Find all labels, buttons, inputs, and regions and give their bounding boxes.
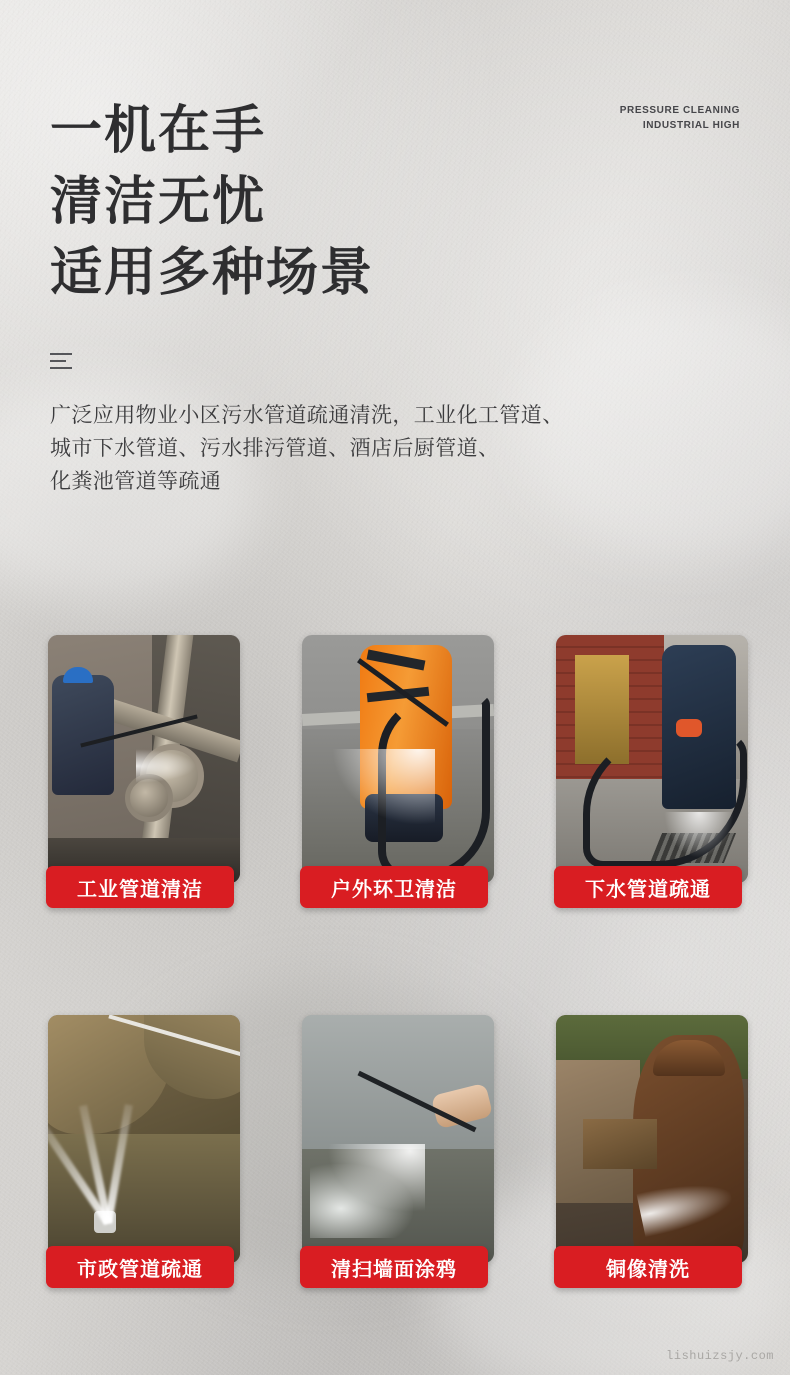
hamburger-bar-2 (50, 360, 66, 362)
hamburger-icon (50, 353, 72, 369)
photo-engraved-plaque (583, 1119, 657, 1169)
gallery-card (556, 635, 748, 900)
bronze-statue-cleaning-photo (556, 1015, 748, 1263)
sewer-pipe-dredging-photo (556, 635, 748, 883)
title-line-3: 适用多种场景 (50, 244, 375, 302)
gallery-card (302, 1015, 494, 1280)
gallery-card (302, 635, 494, 900)
gallery-card (556, 1015, 748, 1280)
eyebrow-line-2: INDUSTRIAL HIGH (642, 120, 740, 131)
description-line-3: 化粪池管道等疏通 (50, 470, 222, 493)
gallery-caption: 工业管道清洁 (46, 866, 234, 908)
gallery-caption: 市政管道疏通 (46, 1246, 234, 1288)
gallery-caption: 清扫墙面涂鸦 (300, 1246, 488, 1288)
photo-water-spray (136, 749, 196, 783)
gallery-card (48, 635, 240, 900)
title-line-1: 一机在手 (50, 102, 267, 160)
photo-water-surface (48, 1134, 240, 1263)
description-text (50, 399, 670, 498)
gallery-caption: 下水管道疏通 (554, 866, 742, 908)
site-watermark: lishuizsjy.com (666, 1349, 774, 1363)
industrial-pipe-cleaning-photo (48, 635, 240, 883)
photo-water-jet (664, 812, 734, 858)
gallery-caption: 铜像清洗 (554, 1246, 742, 1288)
gallery-caption: 户外环卫清洁 (300, 866, 488, 908)
photo-wall-panel (302, 1015, 494, 1149)
eyebrow-line-1: PRESSURE CLEANING (619, 105, 740, 116)
photo-water-jet (325, 1144, 425, 1214)
hamburger-bar-1 (50, 353, 72, 355)
scenario-gallery (48, 635, 748, 1280)
outdoor-sanitation-cleaning-photo (302, 635, 494, 883)
eyebrow-text (620, 103, 740, 133)
photo-worker (52, 675, 114, 795)
poster-header (50, 96, 740, 498)
hamburger-bar-3 (50, 367, 72, 369)
municipal-pipe-dredging-photo (48, 1015, 240, 1263)
photo-water-jet (325, 749, 435, 831)
wall-graffiti-cleaning-photo (302, 1015, 494, 1263)
gallery-card (48, 1015, 240, 1280)
title-line-2: 清洁无忧 (50, 173, 267, 231)
description-line-2: 城市下水管道、污水排污管道、酒店后厨管道、 (50, 437, 500, 460)
description-line-1: 广泛应用物业小区污水管道疏通清洗，工业化工管道、 (50, 404, 564, 427)
